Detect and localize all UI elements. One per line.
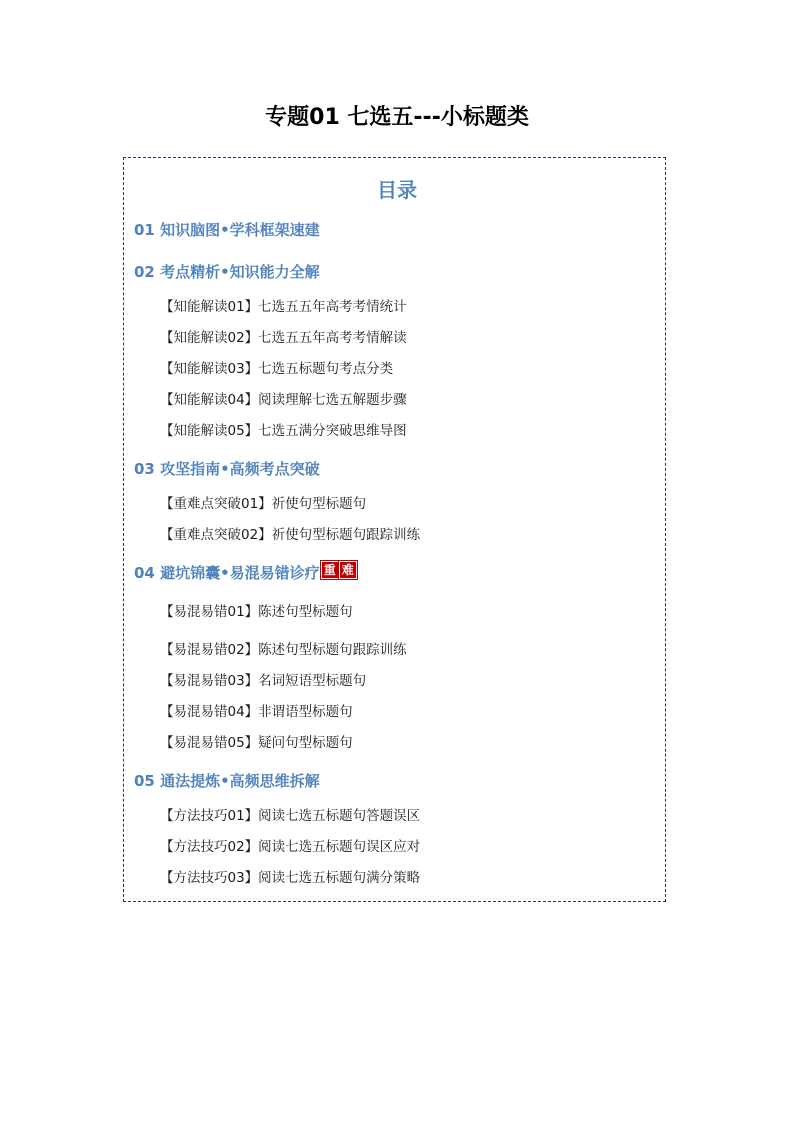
toc-section-04[interactable] xyxy=(134,562,357,584)
toc-entry[interactable]: 【知能解读05】七选五满分突破思维导图 xyxy=(160,423,407,439)
toc-section-02[interactable]: 02 考点精析•知识能力全解 xyxy=(134,263,320,281)
toc-entry[interactable]: 【易混易错05】疑问句型标题句 xyxy=(160,735,353,751)
document-title: 专题01 七选五---小标题类 xyxy=(265,105,529,130)
difficulty-badges xyxy=(321,558,357,580)
toc-entry[interactable]: 【知能解读04】阅读理解七选五解题步骤 xyxy=(160,392,407,408)
toc-entry[interactable]: 【方法技巧02】阅读七选五标题句误区应对 xyxy=(160,839,421,855)
toc-entry[interactable]: 【易混易错04】非谓语型标题句 xyxy=(160,704,353,720)
toc-entry[interactable]: 【方法技巧01】阅读七选五标题句答题误区 xyxy=(160,808,421,824)
toc-section-03[interactable]: 03 攻坚指南•高频考点突破 xyxy=(134,460,320,478)
toc-heading: 目录 xyxy=(377,178,417,202)
toc-entry[interactable]: 【方法技巧03】阅读七选五标题句满分策略 xyxy=(160,870,421,886)
toc-section-label: 04 避坑锦囊•易混易错诊疗 xyxy=(134,564,320,582)
toc-entry[interactable]: 【易混易错03】名词短语型标题句 xyxy=(160,673,367,689)
toc-entry[interactable]: 【知能解读01】七选五五年高考考情统计 xyxy=(160,299,407,315)
toc-entry[interactable]: 【易混易错02】陈述句型标题句跟踪训练 xyxy=(160,642,407,658)
badge-zhong: 重 xyxy=(321,561,339,579)
toc-entry[interactable]: 【易混易错01】陈述句型标题句 xyxy=(160,604,353,620)
toc-entry[interactable]: 【重难点突破02】祈使句型标题句跟踪训练 xyxy=(160,527,421,543)
badge-nan: 难 xyxy=(339,561,357,579)
toc-section-05[interactable]: 05 通法提炼•高频思维拆解 xyxy=(134,772,320,790)
toc-entry[interactable]: 【知能解读02】七选五五年高考考情解读 xyxy=(160,330,407,346)
toc-entry[interactable]: 【重难点突破01】祈使句型标题句 xyxy=(160,496,367,512)
toc-section-01[interactable]: 01 知识脑图•学科框架速建 xyxy=(134,221,320,239)
toc-entry[interactable]: 【知能解读03】七选五标题句考点分类 xyxy=(160,361,394,377)
